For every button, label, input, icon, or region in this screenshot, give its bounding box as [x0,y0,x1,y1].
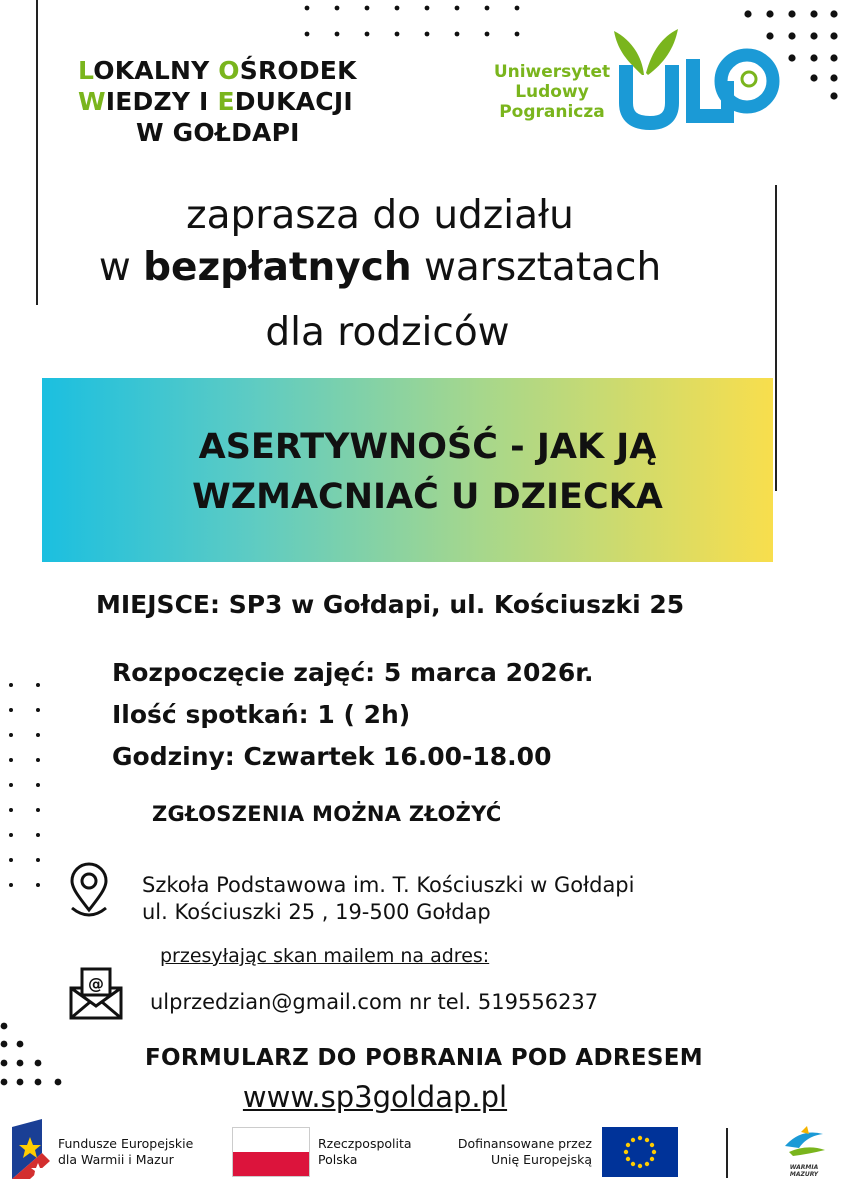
fe-logo [10,1117,52,1185]
invitation-line-1: zaprasza do udziału [186,193,574,238]
organization-line-2: WIEDZY I EDUKACJI [78,87,353,116]
fe-logo-graphic [10,1117,52,1181]
envelope-at-icon [68,966,124,1026]
location-pin-icon-graphic [66,862,112,922]
apply-heading: ZGŁOSZENIA MOŻNA ZŁOŻYĆ [152,802,502,826]
svg-text:@: @ [88,974,104,993]
envelope-at-icon-graphic [68,966,124,1022]
meeting-hours: Godziny: Czwartek 16.00-18.00 [112,742,552,771]
start-date: Rozpoczęcie zajęć: 5 marca 2026r. [112,658,594,687]
fe-label: Fundusze Europejskie dla Warmii i Mazur [58,1136,194,1167]
dot-pattern-top [304,4,524,44]
rp-label: Rzeczpospolita Polska [318,1136,412,1167]
meeting-count: Ilość spotkań: 1 ( 2h) [112,700,411,729]
organization-line-1: LOKALNY OŚRODEK [78,56,357,85]
eu-label: Dofinansowane przez Unię Europejską [457,1136,592,1167]
organization-name [78,55,357,148]
ulp-logo [612,25,782,130]
mail-instruction: przesyłając skan mailem na adres: [160,945,490,967]
invitation-line-3: dla rodziców [265,310,510,355]
workshop-title-banner [42,378,773,562]
polish-flag [232,1127,310,1177]
place-info: MIEJSCE: SP3 w Gołdapi, ul. Kościuszki 25 [96,590,685,619]
eu-flag [602,1127,678,1181]
eu-flag-graphic [602,1127,678,1177]
dot-pattern-left [4,680,44,895]
dot-pattern-left-graphic [4,680,44,895]
warmia-mazury-label: WARMIA MAZURY [789,1164,819,1178]
form-download-title: FORMULARZ DO POBRANIA POD ADRESEM [145,1045,703,1071]
ulp-logo-text: Uniwersytet Ludowy Pogranicza [493,62,611,122]
workshop-title: ASERTYWNOŚĆ - JAK JĄ WZMACNIAĆ U DZIECKA [192,427,663,517]
organization-line-3: W GOŁDAPI [136,118,300,147]
school-address: Szkoła Podstawowa im. T. Kościuszki w Gołdapi ul. Kościuszki 25 , 19-500 Gołdap [142,873,635,924]
footer-divider [726,1128,728,1178]
ulp-logo-graphic [612,25,782,130]
frame-line-right [775,185,777,491]
invitation-line-2: w bezpłatnych warsztatach [98,245,662,290]
warmia-mazury-logo [776,1124,832,1184]
warmia-mazury-logo-graphic [779,1124,829,1160]
dot-pattern-top-graphic [304,4,524,44]
website-link[interactable]: www.sp3goldap.pl [242,1080,508,1114]
contact-info: ulprzedzian@gmail.com nr tel. 519556237 [150,990,599,1014]
invitation-highlight: bezpłatnych [143,245,412,290]
location-pin-icon [66,862,112,926]
